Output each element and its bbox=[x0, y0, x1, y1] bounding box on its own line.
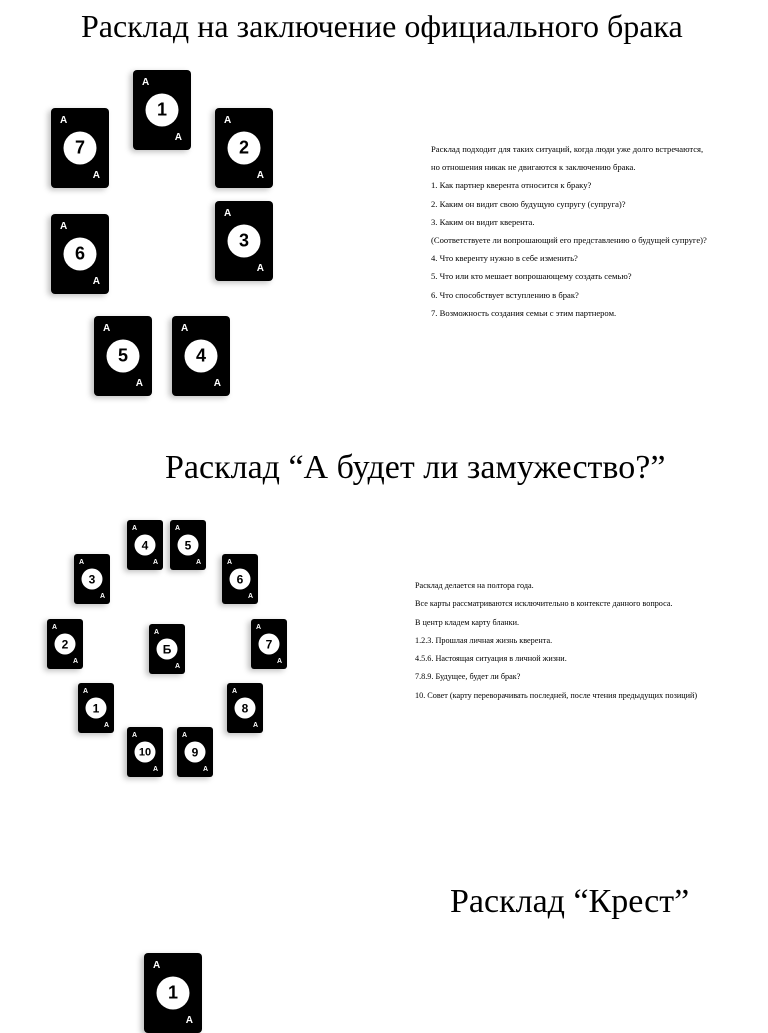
description-line: 4. Что кверенту нужно в себе изменить? bbox=[431, 253, 578, 264]
description-line: 10. Совет (карту переворачивать последней, после чтения предыдущих позиций) bbox=[415, 690, 698, 700]
card-corner-bottom: A bbox=[195, 559, 201, 566]
card-number: 9 bbox=[185, 742, 206, 763]
description-line: 7.8.9. Будущее, будет ли брак? bbox=[415, 672, 521, 682]
card-corner-bottom: A bbox=[174, 663, 180, 670]
description-line: Расклад делается на полтора года. bbox=[415, 581, 534, 590]
card-corner-top: A bbox=[60, 221, 68, 232]
card-corner-bottom: A bbox=[152, 766, 158, 773]
description-line: Все карты рассматриваются исключительно в контексте данного вопроса. bbox=[415, 599, 673, 609]
card-corner-top: A bbox=[224, 115, 232, 126]
card-number: 1 bbox=[146, 94, 179, 127]
description-line: 1. Как партнер кверента относится к браку? bbox=[431, 180, 592, 191]
spread-2-title: Расклад “А будет ли замужество?” bbox=[165, 449, 666, 486]
card-number: 10 bbox=[135, 742, 156, 763]
card-corner-top: A bbox=[142, 77, 150, 88]
card-corner-top: A bbox=[182, 732, 188, 739]
card-number: 3 bbox=[82, 569, 103, 590]
card-corner-bottom: A bbox=[99, 593, 105, 600]
card-corner-bottom: A bbox=[202, 766, 208, 773]
card-corner-bottom: A bbox=[256, 170, 264, 181]
description-line: 1.2.3. Прошлая личная жизнь кверента. bbox=[415, 635, 553, 645]
spread-3-card-1 bbox=[144, 953, 202, 1033]
card-corner-top: A bbox=[154, 629, 160, 636]
card-corner-top: A bbox=[132, 732, 138, 739]
card-number: 7 bbox=[64, 132, 97, 165]
description-line: В центр кладем карту бланки. bbox=[415, 617, 520, 627]
card-corner-top: A bbox=[60, 115, 68, 126]
card-corner-bottom: A bbox=[276, 658, 282, 665]
card-corner-top: A bbox=[83, 688, 89, 695]
card-corner-bottom: A bbox=[174, 132, 182, 143]
card-number: 4 bbox=[135, 535, 156, 556]
description-line: 6. Что способствует вступлению в брак? bbox=[431, 289, 579, 300]
description-line: 5. Что или кто мешает вопрошающему создать семью? bbox=[431, 271, 632, 282]
description-line: 4.5.6. Настоящая ситуация в личной жизни. bbox=[415, 654, 567, 664]
description-line: 3. Каким он видит кверента. bbox=[431, 216, 535, 227]
card-corner-top: A bbox=[227, 559, 233, 566]
description-line: 2. Каким он видит свою будущую супругу (супруга)? bbox=[431, 198, 626, 209]
card-corner-top: A bbox=[79, 559, 85, 566]
card-corner-bottom: A bbox=[252, 722, 258, 729]
card-number: 5 bbox=[178, 535, 199, 556]
card-corner-bottom: A bbox=[103, 722, 109, 729]
card-corner-top: A bbox=[232, 688, 238, 695]
card-corner-top: A bbox=[103, 323, 111, 334]
card-corner-top: A bbox=[256, 624, 262, 631]
description-line: 7. Возможность создания семьи с этим партнером. bbox=[431, 307, 617, 318]
card-number: 8 bbox=[235, 698, 256, 719]
card-corner-bottom: A bbox=[92, 276, 100, 287]
card-number: Б bbox=[157, 639, 178, 660]
card-corner-bottom: A bbox=[185, 1015, 193, 1026]
card-number: 5 bbox=[107, 340, 140, 373]
spread-1-title: Расклад на заключение официального брака bbox=[81, 8, 683, 44]
card-corner-bottom: A bbox=[152, 559, 158, 566]
card-number: 4 bbox=[185, 340, 218, 373]
card-number: 2 bbox=[228, 132, 261, 165]
card-corner-top: A bbox=[153, 960, 161, 971]
card-number: 3 bbox=[228, 225, 261, 258]
description-line: Расклад подходит для таких ситуаций, когда люди уже долго встречаются, bbox=[431, 144, 704, 154]
card-corner-bottom: A bbox=[92, 170, 100, 181]
card-corner-top: A bbox=[52, 624, 58, 631]
card-corner-top: A bbox=[132, 525, 138, 532]
card-number: 1 bbox=[86, 698, 107, 719]
card-corner-top: A bbox=[175, 525, 181, 532]
description-line: но отношения никак не двигаются к заключению брака. bbox=[431, 162, 636, 173]
card-corner-bottom: A bbox=[247, 593, 253, 600]
spread-3-title: Расклад “Крест” bbox=[450, 883, 690, 920]
card-corner-top: A bbox=[224, 208, 232, 219]
card-number: 6 bbox=[230, 569, 251, 590]
card-number: 2 bbox=[55, 634, 76, 655]
card-corner-bottom: A bbox=[256, 263, 264, 274]
card-corner-top: A bbox=[181, 323, 189, 334]
card-corner-bottom: A bbox=[72, 658, 78, 665]
card-number: 7 bbox=[259, 634, 280, 655]
card-number: 1 bbox=[157, 977, 190, 1010]
card-number: 6 bbox=[64, 238, 97, 271]
card-corner-bottom: A bbox=[213, 378, 221, 389]
card-corner-bottom: A bbox=[135, 378, 143, 389]
description-line: (Соответствуете ли вопрошающий его представлению о будущей супруге)? bbox=[431, 234, 707, 245]
